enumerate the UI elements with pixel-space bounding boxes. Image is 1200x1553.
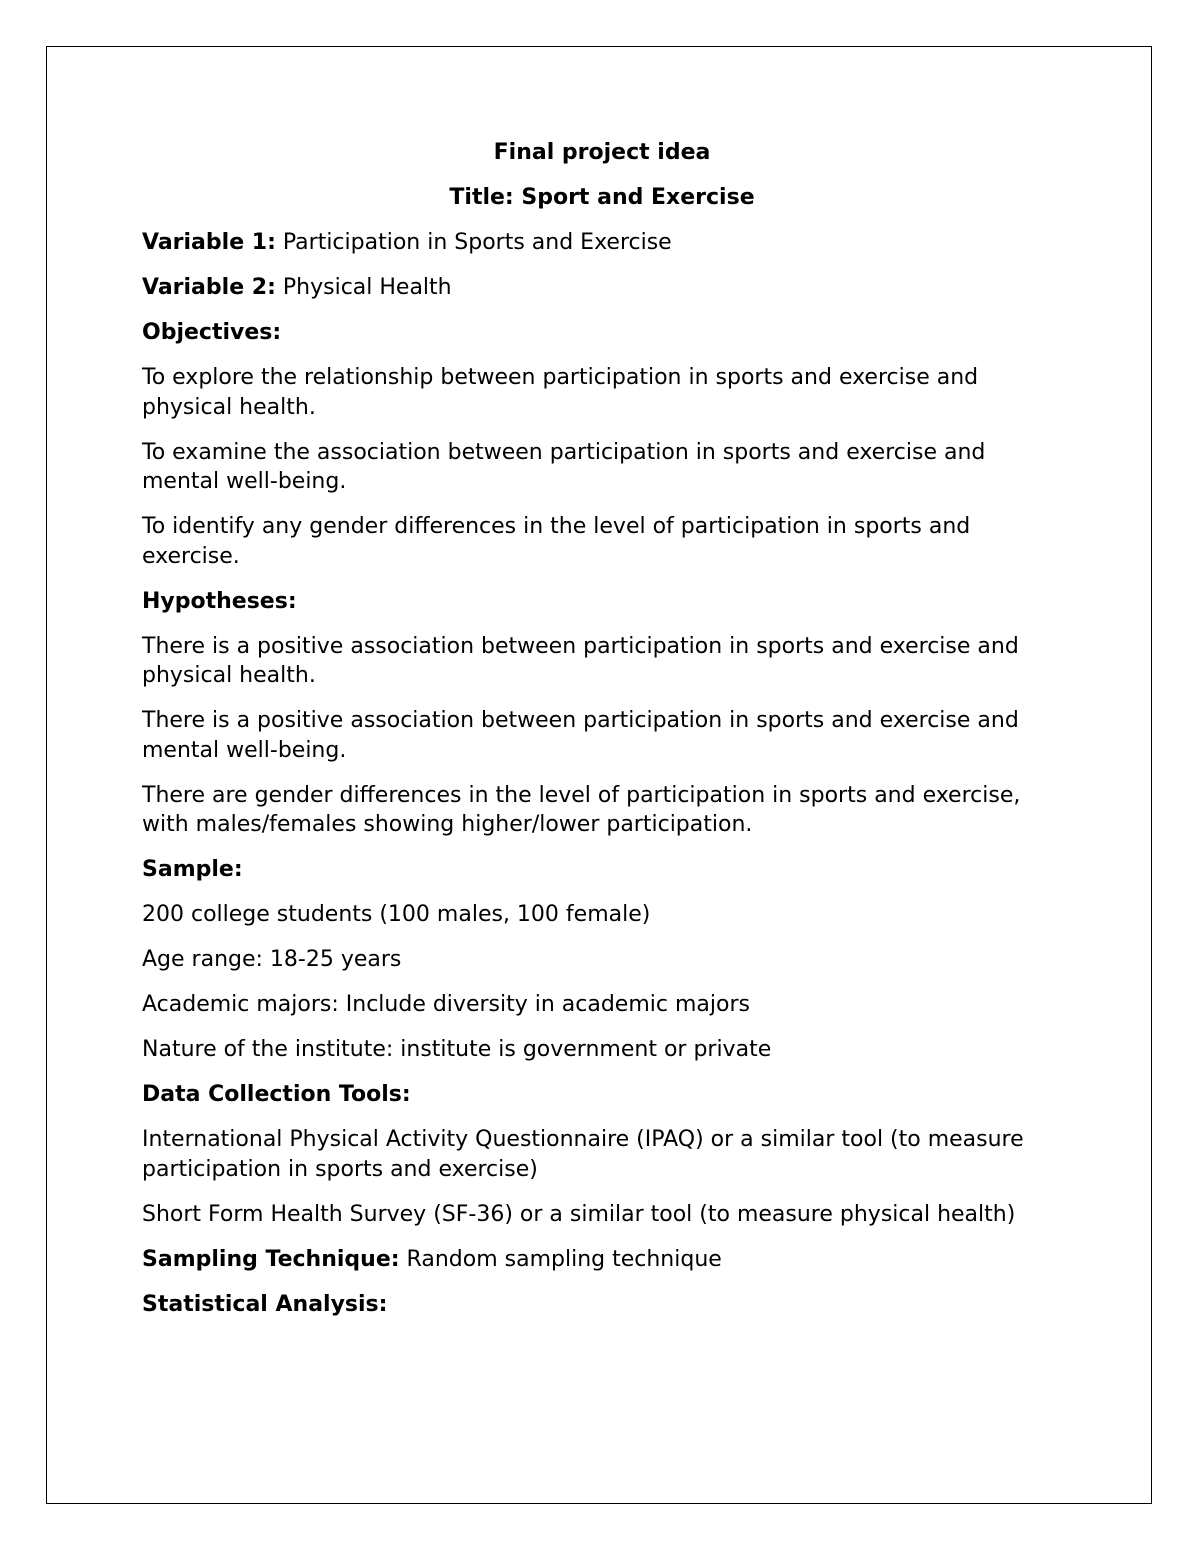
variable-1-line (142, 228, 1062, 258)
sample-item: 200 college students (100 males, 100 female) (142, 902, 651, 927)
document-body (142, 138, 1062, 1335)
variable-1-label: Variable 1: (142, 230, 276, 255)
hypothesis-item: There are gender differences in the level of participation in sports and exercise, with males/females showing higher/lower participation. (142, 782, 1021, 837)
tools-heading: Data Collection Tools: (142, 1082, 411, 1107)
hypothesis-item: There is a positive association between participation in sports and exercise and mental well-being. (142, 708, 1019, 763)
document-heading: Final project idea (493, 140, 711, 165)
sample-item: Nature of the institute: institute is government or private (142, 1037, 772, 1062)
hypothesis-item: There is a positive association between participation in sports and exercise and physical health. (142, 633, 1019, 688)
objectives-heading: Objectives: (142, 320, 282, 345)
analysis-heading: Statistical Analysis: (142, 1291, 388, 1317)
tool-item: International Physical Activity Questionnaire (IPAQ) or a similar tool (to measure participation in sports and exercise) (142, 1127, 1024, 1182)
hypotheses-heading: Hypotheses: (142, 588, 297, 614)
objective-item: To identify any gender differences in the level of participation in sports and exercise. (142, 514, 971, 569)
document-title: Title: Sport and Exercise (449, 185, 755, 210)
variable-1-value: Participation in Sports and Exercise (275, 230, 672, 255)
variable-2-value: Physical Health (275, 275, 452, 300)
sample-item: Academic majors: Include diversity in academic majors (142, 992, 750, 1017)
objective-item: To examine the association between participation in sports and exercise and mental well-being. (142, 439, 986, 494)
sampling-line (142, 1245, 1062, 1275)
sample-heading: Sample: (142, 857, 243, 882)
sampling-value: Random sampling technique (399, 1246, 722, 1272)
sample-item: Age range: 18-25 years (142, 947, 402, 972)
sampling-label: Sampling Technique: (142, 1246, 400, 1272)
variable-2-line (142, 273, 1062, 303)
objective-item: To explore the relationship between participation in sports and exercise and physical health. (142, 365, 979, 420)
variable-2-label: Variable 2: (142, 275, 276, 300)
tool-item: Short Form Health Survey (SF-36) or a similar tool (to measure physical health) (142, 1201, 1016, 1227)
